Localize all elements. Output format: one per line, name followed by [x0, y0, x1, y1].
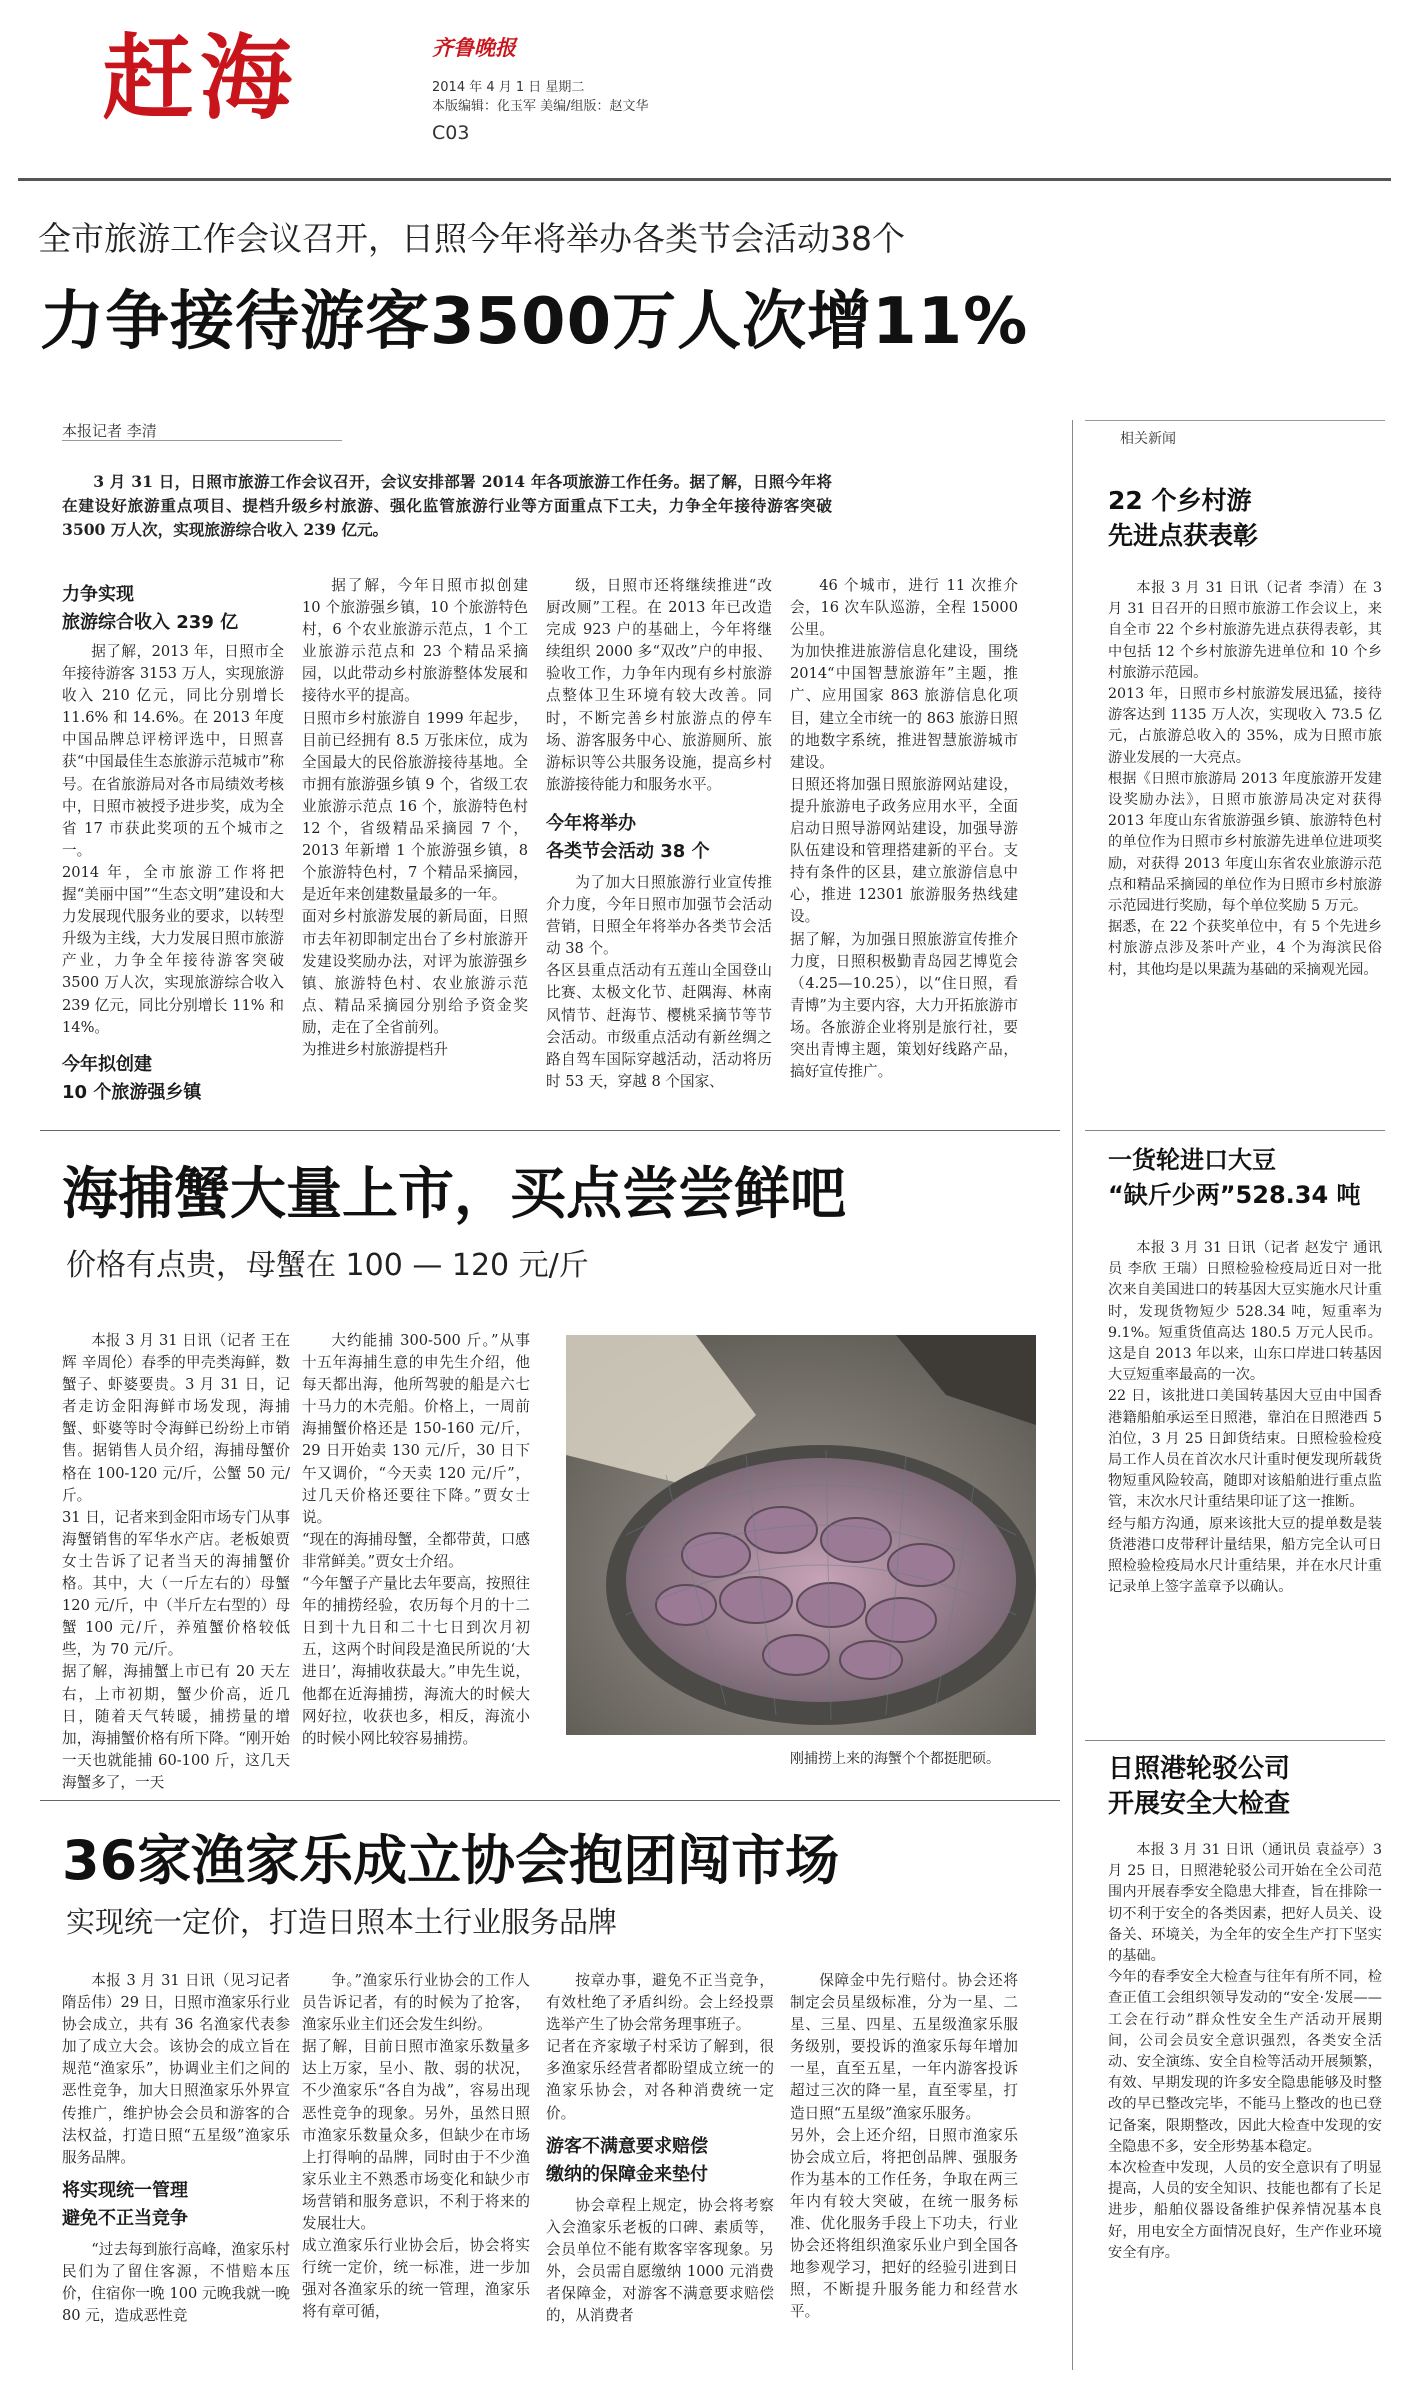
article3-subhead2a: 游客不满意要求赔偿 [546, 2135, 708, 2157]
article1-subhead1b: 旅游综合收入 239 亿 [62, 612, 239, 633]
article1-subhead1a: 力争实现 [62, 584, 134, 605]
article3-col3 [546, 1970, 774, 2370]
article3-col1-text-b: “过去每到旅行高峰，渔家乐村民们为了留住客源，不惜赔本压价，住宿你一晚 100 元晚我就一晚 80 元，造成恶性竞 [62, 2240, 290, 2325]
article1-lead: 3 月 31 日，日照市旅游工作会议召开，会议安排部署 2014 年各项旅游工作任务。据了解，日照今年将在建设好旅游重点项目、提档升级乡村旅游、强化监管旅游行业等方面重点下工夫，力争全年接待游客突破 3500 万人次，实现旅游综合收入 239 亿元。 [62, 472, 832, 539]
article1-subhead2b: 10 个旅游强乡镇 [62, 1081, 202, 1103]
article1-col3-text-a: 级，日照市还将继续推进“改厨改厕”工程。在 2013 年已改造完成 923 户的基础上，今年将继续组织 2000 多“双改”户的申报、验收工作，力争年内现有乡村旅游点整体卫生环境有较大改善。同时，不断完善乡村旅游点的停车场、游客服务中心、旅游厕所、旅游标识等公共服务设施，提高乡村旅游接待能力和服务水平。 [546, 577, 772, 793]
article1-subhead3a: 今年将举办 [546, 812, 636, 834]
article2-headline: 海捕蟹大量上市，买点尝尝鲜吧 [62, 1162, 846, 1227]
article3-headline: 36家渔家乐成立协会抱团闯市场 [62, 1829, 840, 1892]
related-news-label: 相关新闻 [1120, 431, 1176, 447]
article3-col4: 保障金中先行赔付。协会还将制定会员星级标准，分为一星、二星、三星、四星、五星级渔家乐服务级别，要投诉的渔家乐每年增加一星，直至五星，一年内游客投诉超过三次的降一星，直至零星，打造日照“五星级”渔家乐服务。 另外，会上还介绍，日照市渔家乐协会成立后，将把创品牌、强服务作为基本的工作任务，争取在两三年内有较大突破，在统一服务标准、优化服务手段上下功夫，行业协会还将组织渔家乐业户到全国各地参观学习，把好的经验引进到日照，不断提升服务能力和经营水平。 [790, 1972, 1018, 2321]
sidebar-story1-body: 本报 3 月 31 日讯（记者 李清）在 3 月 31 日召开的日照市旅游工作会议上，来自全市 22 个乡村旅游先进点获得表彰，其中包括 12 个乡村旅游先进单位和 10 个乡村旅游示范园。 2013 年，日照市乡村旅游发展迅猛，接待游客达到 1135 万人次，实现收入 73.5 亿元，占旅游总收入的 35%，成为日照市旅游业发展的一大亮点。 根据《日照市旅游局 2013 年度旅游开发建设奖励办法》，日照市旅游局决定对获得 2013 年度山东省旅游强乡镇、旅游特色村的单位作为日照市乡村旅游先进单位进项奖励，对获得 2013 年度山东省农业旅游示范点和精品采摘园的单位作为日照市乡村旅游示范园进行奖励，每个单位奖励 5 万元。 据悉，在 22 个获奖单位中，有 5 个先进乡村旅游点涉及茶叶产业，4 个为海滨民俗村，其他均是以果蔬为基础的采摘观光园。 [1108, 580, 1382, 978]
article2-col1: 本报 3 月 31 日讯（记者 王在辉 辛周伦）春季的甲壳类海鲜，数蟹子、虾婆要贵。3 月 31 日，记者走访金阳海鲜市场发现，海捕蟹、虾婆等时令海鲜已纷纷上市销售。据销售人员介绍，海捕母蟹价格在 100-120 元/斤，公蟹 50 元/斤。 31 日，记者来到金阳市场专门从事海蟹销售的军华水产店。老板娘贾女士告诉了记者当天的海捕蟹价格。其中，大（一斤左右的）母蟹 120 元/斤，中（半斤左右型的）母蟹 100 元/斤，养殖蟹价格较低些，为 70 元/斤。 据了解，海捕蟹上市已有 20 天左右，上市初期，蟹少价高，近几日，随着天气转暖，捕捞量的增加，海捕蟹价格有所下降。“刚开始一天也就能捕 60-100 斤，这几天海蟹多了，一天 [62, 1332, 290, 1790]
issue-date: 2014 年 4 月 1 日 星期二 [432, 80, 585, 95]
sidebar-story3-title: 日照港轮驳公司 开展安全大检查 [1108, 1754, 1291, 1819]
article1-subhead3b: 各类节会活动 38 个 [546, 840, 710, 862]
article1-kicker: 全市旅游工作会议召开，日照今年将举办各类节会活动38个 [38, 219, 905, 258]
byline-rule [62, 440, 342, 441]
article1-headline: 力争接待游客3500万人次增11% [40, 285, 1029, 359]
sidebar-rule1 [1085, 1130, 1385, 1131]
page-number: C03 [432, 122, 470, 144]
article2-col2: 大约能捕 300-500 斤。”从事十五年海捕生意的申先生介绍，他每天都出海，他所驾驶的船是六七十马力的木壳船。价格上，一周前海捕蟹价格还是 150-160 元/斤，29 日开始卖 130 元/斤，30 日下午又调价，“今天卖 120 元/斤”，过几天价格还要往下降。”贾女士说。 “现在的海捕母蟹，全都带黄，口感非常鲜美。”贾女士介绍。 “今年蟹子产量比去年要高，按照往年的捕捞经验，农历每个月的十二日到十九日和二十七日到次月初五，这两个时间段是渔民所说的‘大进日’，海捕收获最大。”申先生说，他都在近海捕捞，海流大的时候大网好拉，收获也多，相反，海流小的时候小网比较容易捕捞。 [302, 1332, 530, 1747]
article1-col2: 据了解，今年日照市拟创建 10 个旅游强乡镇，10 个旅游特色村，6 个农业旅游示范点，1 个工业旅游示范点和 23 个精品采摘园，以此带动乡村旅游整体发展和接待水平的提高。 日照市乡村旅游自 1999 年起步，目前已经拥有 8.5 万张床位，成为全国最大的民俗旅游接待基地。全市拥有旅游强乡镇 9 个，省级工农业旅游示范点 16 个，旅游特色村 12 个，省级精品采摘园 7 个，2013 年新增 1 个旅游强乡镇，8 个旅游特色村，7 个精品采摘园，是近年来创建数量最多的一年。 面对乡村旅游发展的新局面，日照市去年初即制定出台了乡村旅游开发建设奖励办法，对评为旅游强乡镇、旅游特色村、农业旅游示范点、精品采摘园分别给予资金奖励，走在了全省前列。 为推进乡村旅游提档升 [302, 577, 528, 1058]
photo-caption: 刚捕捞上来的海蟹个个都挺肥硕。 [790, 1751, 1000, 1767]
article3-subhead1a: 将实现统一管理 [62, 2179, 188, 2201]
article1-byline: 本报记者 李清 [62, 422, 157, 440]
masthead-rule [18, 178, 1391, 181]
section-title: 赶海 [102, 24, 299, 132]
crab-basket-image [566, 1335, 1036, 1735]
article1-subhead2a: 今年拟创建 [62, 1053, 152, 1075]
article1-bottom-rule [40, 1130, 1060, 1131]
article1-col3 [546, 575, 772, 1115]
article3-subhead2b: 缴纳的保障金来垫付 [546, 2163, 708, 2185]
sidebar-label-rule [1085, 420, 1385, 421]
article1-col4: 46 个城市，进行 11 次推介会，16 次车队巡游，全程 15000 公里。 为加快推进旅游信息化建设，围绕 2014“中国智慧旅游年”主题，推广、应用国家 863 旅游信息化项目，建立全市统一的 863 旅游日照的地数字系统，推进智慧旅游城市建设。 日照还将加强日照旅游网站建设，提升旅游电子政务应用水平，全面启动日照导游网站建设，加强导游队伍建设和管理搭建新的平台。支持有条件的区县，建立旅游信息中心，推进 12301 旅游服务热线建设。 据了解，为加强日照旅游宣传推介力度，日照积极勤青岛园艺博览会（4.25—10.25），以“住日照，看青博”为主要内容，大力开拓旅游市场。各旅游企业将别是旅行社，要突出青博主题，策划好线路产品，搞好宣传推广。 [790, 577, 1018, 1081]
article1-col1-text: 据了解，2013 年，日照市全年接待游客 3153 万人，实现旅游收入 210 亿元，同比分别增长 11.6% 和 14.6%。在 2013 年度中国品牌总评榜评选中，日照喜获“中国最佳生态旅游示范城市”称号。在省旅游局对各市局绩效考核中，日照市被授予进步奖，成为全省 17 市获此奖项的五个城市之一。 2014 年，全市旅游工作将把握“美丽中国”“生态文明”建设和大力发展现代服务业的要求，以转型升级为主线，大力发展日照市旅游产业，力争全年接待游客突破 3500 万人次，实现旅游综合收入 239 亿元，同比分别增长 11% 和 14%。 [62, 643, 284, 1036]
sidebar-story2-title: 一货轮进口大豆 “缺斤少两”528.34 吨 [1108, 1146, 1361, 1209]
newspaper-logo: 齐鲁晚报 [432, 36, 516, 60]
article3-col3-text-a: 按章办事，避免不正当竞争，有效杜绝了矛盾纠纷。会上经投票选举产生了协会常务理事班子。 记者在齐家墩子村采访了解到，很多渔家乐经营者都盼望成立统一的渔家乐协会，对各种消费统一定价。 [546, 1972, 774, 2122]
article2-bottom-rule [40, 1800, 1060, 1801]
sidebar-divider [1072, 420, 1073, 2370]
article3-subhead: 实现统一定价，打造日照本土行业服务品牌 [66, 1905, 618, 1939]
sidebar-rule2 [1085, 1740, 1385, 1741]
article3-col1-text-a: 本报 3 月 31 日讯（见习记者 隋岳伟）29 日，日照市渔家乐行业协会成立，共有 36 名渔家代表参加了成立大会。该协会的成立旨在规范“渔家乐”，协调业主们之间的恶性竞争，加大日照渔家乐外界宣传推广，维护协会会员和游客的合法权益，打造日照“五星级”渔家乐服务品牌。 [62, 1972, 290, 2166]
sidebar-story3-body: 本报 3 月 31 日讯（通讯员 袁益亭）3 月 25 日，日照港轮驳公司开始在全公司范围内开展春季安全隐患大排查，旨在排除一切不利于安全的各类因素，把好人员关、设备关、环境关，为全年的安全生产打下坚实的基础。 今年的春季安全大检查与往年有所不同，检查正值工会组织领导发动的“安全·发展——工会在行动”群众性安全生产活动开展期间，公司会员安全意识强烈，各类安全活动、安全演练、安全自检等活动开展频繁，有效、早期发现的许多安全隐患能够及时整改的早已整改完毕，不能马上整改的也已登记备案，限期整改，因此大检查中发现的安全隐患不多，安全形势基本稳定。 本次检查中发现，人员的安全意识有了明显提高，人员的安全知识、技能也都有了长足进步，船舶仪器设备维护保养情况基本良好，用电安全方面情况良好，生产作业环境安全有序。 [1108, 1842, 1382, 2261]
article3-subhead1b: 避免不正当竞争 [62, 2207, 188, 2229]
sidebar-story1-title: 22 个乡村游 先进点获表彰 [1108, 486, 1259, 550]
article1-col3-text-b: 为了加大日照旅游行业宣传推介力度，今年日照市加强节会活动营销，日照全年将举办各类节会活动 38 个。 各区县重点活动有五莲山全国登山比赛、太极文化节、赶隅海、林南风情节、赶海节、樱桃采摘节等节会活动。市级重点活动有新丝绸之路自驾车国际穿越活动，活动将历时 53 天，穿越 8 个国家、 [546, 873, 772, 1090]
article3-col1 [62, 1970, 290, 2370]
sidebar-story2-body: 本报 3 月 31 日讯（记者 赵发宁 通讯员 李欣 王瑞）日照检验检疫局近日对一批次来自美国进口的转基因大豆实施水尺计重时，发现货物短少 528.34 吨，短重率为 9.1%。短重货值高达 180.5 万元人民币。这是自 2013 年以来，山东口岸进口转基因大豆短重率最高的一次。 22 日，该批进口美国转基因大豆由中国香港籍船舶承运至日照港，靠泊在日照港西 5 泊位，3 月 25 日卸货结束。日照检验检疫局工作人员在首次水尺计重时便发现所载货物短重风险较高，随即对该船舶进行重点监管，末次水尺计重结果印证了这一推断。 经与船方沟通，原来该批大豆的提单数是装货港港口皮带秤计量结果，船方完全认可日照检验检疫局水尺计重结果，并在水尺计重记录单上签字盖章予以确认。 [1108, 1240, 1382, 1596]
article2-subhead: 价格有点贵，母蟹在 100 — 120 元/斤 [66, 1248, 589, 1283]
crab-photo [566, 1335, 1036, 1735]
article3-col3-text-b: 协会章程上规定，协会将考察入会渔家乐老板的口碑、素质等，会员单位不能有欺客宰客现象。另外，会员需自愿缴纳 1000 元消费者保障金，对游客不满意要求赔偿的，从消费者 [546, 2196, 774, 2325]
article3-col2: 争。”渔家乐行业协会的工作人员告诉记者，有的时候为了抢客，渔家乐业主们还会发生纠纷。 据了解，目前日照市渔家乐数量多达上万家，呈小、散、弱的状况，不少渔家乐“各自为战”，容易出现恶性竞争的现象。另外，虽然日照市渔家乐数量众多，但缺少在市场上打得响的品牌，同时由于不少渔家乐业主不熟悉市场变化和缺少市场营销和服务意识，不利于将来的发展壮大。 成立渔家乐行业协会后，协会将实行统一定价，统一标准，进一步加强对各渔家乐的统一管理，渔家乐将有章可循， [302, 1972, 530, 2321]
editor-credit: 本版编辑：化玉军 美编/组版：赵文华 [432, 99, 649, 114]
article1-col1 [62, 575, 284, 1115]
